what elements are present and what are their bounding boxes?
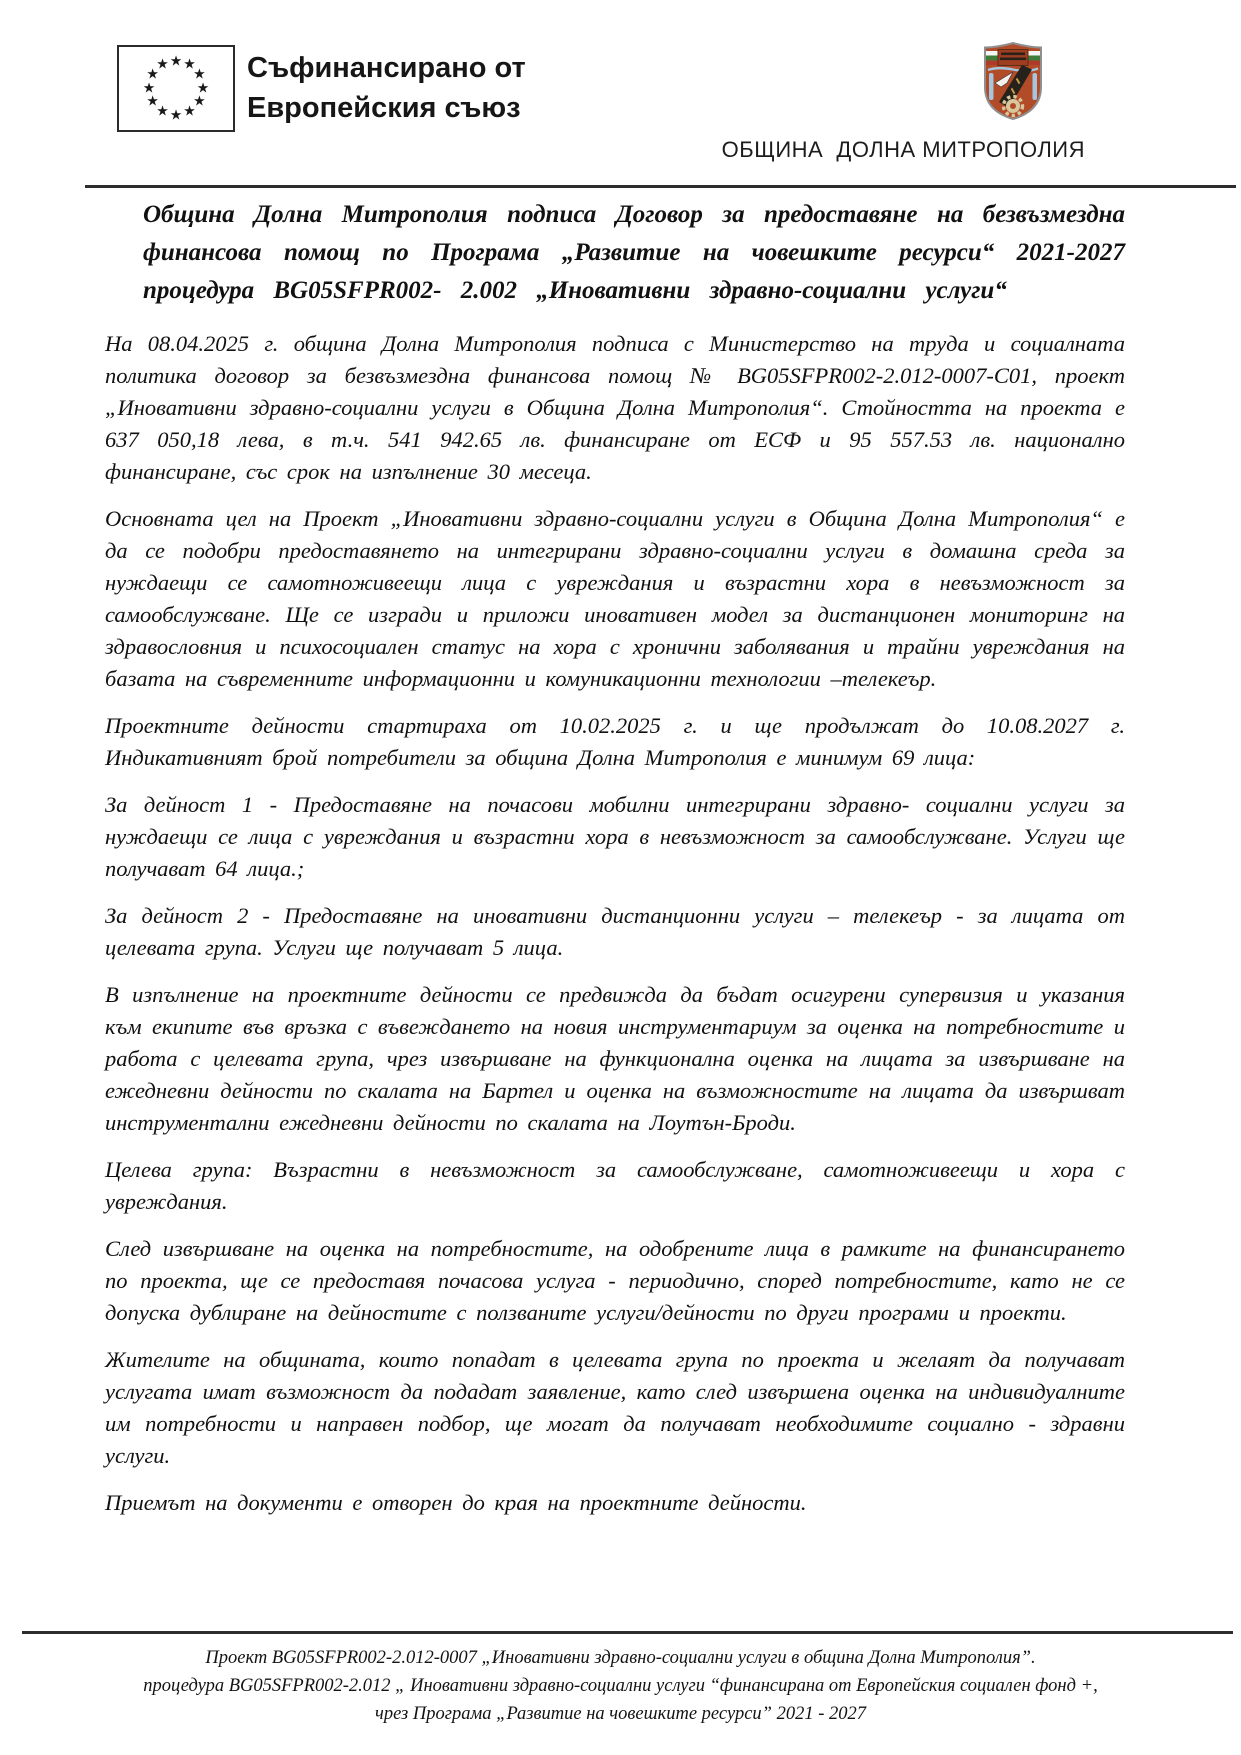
star-icon: ★ — [146, 66, 159, 83]
footer-line: процедура BG05SFPR002-2.012 „ Иновативни здравно-социални услуги “финансирана от Европейския социален фонд +, — [143, 1676, 1098, 1696]
body-paragraph: Проектните дейности стартираха от 10.02.2025 г. и ще продължат до 10.08.2027 г. Индикативният брой потребители за община Долна Митрополия е минимум 69 лица: — [105, 713, 1125, 770]
body-paragraph: След извършване на оценка на потребностите, на одобрените лица в рамките на финансирането по проекта, ще се предоставя почасова услуга - периодично, според потребностите, като не се допуска дублиране на дейностите с ползваните услуги/дейности по други програми и проекти. — [105, 1236, 1125, 1325]
body-paragraph: Целева група: Възрастни в невъзможност за самообслужване, самотноживеещи и хора с увреждания. — [105, 1157, 1125, 1214]
eu-flag-icon — [117, 45, 235, 132]
star-icon: ★ — [196, 79, 210, 96]
cofinancing-line-1: Съфинансирано от — [247, 52, 526, 84]
body-paragraph: Приемът на документи е отворен до края на проектните дейности. — [105, 1490, 807, 1515]
header-divider — [85, 185, 1236, 188]
star-icon: ★ — [193, 93, 206, 110]
body-paragraph: В изпълнение на проектните дейности се предвижда да бъдат осигурени супервизия и указания към екипите във връзка с въвеждането на новия инструментариум за оценка на потребностите и работа с целевата група, чрез извършване на функционална оценка на лицата за извършване на ежедневни дейности по скалата на Бартел и оценка на възможностите на лицата да извършват инструментални ежедневни дейности по скалата на Лоутън-Броди. — [105, 982, 1125, 1135]
star-icon: ★ — [142, 79, 156, 96]
cofinancing-line-2: Европейския съюз — [247, 92, 521, 124]
body-paragraph: За дейност 2 - Предоставяне на иновативни дистанционни услуги – телекеър - за лицата от целевата група. Услуги ще получават 5 лица. — [105, 903, 1125, 960]
star-icon: ★ — [183, 103, 196, 120]
footer-divider — [22, 1631, 1233, 1634]
body-paragraph: На 08.04.2025 г. община Долна Митрополия подписа с Министерство на труда и социалната политика договор за безвъзмездна финансова помощ № BG05SFPR002-2.012-0007-C01, проект „Иновативни здравно-социални услуги в Община Долна Митрополия“. Стойността на проекта е 637 050,18 лева, в т.ч. 541 942.65 лв. финансиране от ЕСФ и 95 557.53 лв. национално финансиране, със срок на изпълнение 30 месеца. — [105, 331, 1125, 484]
body-paragraph: Жителите на общината, които попадат в целевата група по проекта и желаят да получават услугата имат възможност да подадат заявление, като след извършена оценка на индивидуалните им потребности и направен подбор, ще могат да получават необходимите социално - здравни услуги. — [105, 1347, 1125, 1468]
footer-line: Проект BG05SFPR002-2.012-0007 „Иновативни здравно-социални услуги в община Долна Митрополия”. — [205, 1648, 1036, 1668]
star-icon: ★ — [193, 66, 206, 83]
star-icon: ★ — [156, 103, 169, 120]
star-icon: ★ — [156, 56, 169, 73]
cofinancing-text — [247, 48, 526, 128]
footer-line: чрез Програма „Развитие на човешките ресурси” 2021 - 2027 — [375, 1704, 866, 1724]
body-paragraph: Основната цел на Проект „Иновативни здравно-социални услуги в Община Долна Митрополия“ е да се подобри предоставянето на интегрирани здравно-социални услуги в домашна среда за нуждаещи се самотноживеещи лица с увреждания и възрастни хора в невъзможност за самообслужване. Ще се изгради и приложи иновативен модел за дистанционен мониторинг на здравословния и психосоциален статус на хора с хронични заболявания и трайни увреждания на базата на съвременните информационни и комуникационни технологии –телекеър. — [105, 506, 1125, 691]
municipality-emblem — [982, 42, 1044, 120]
page-title: Община Долна Митрополия подписа Договор за предоставяне на безвъзмездна финансова помощ по Програма „Развитие на човешките ресурси“ 2021-2027 процедура BG05SFPR002- 2.002 „Иновативни здравно-социални услуги“ — [143, 201, 1125, 304]
star-icon: ★ — [183, 56, 196, 73]
star-icon: ★ — [169, 52, 183, 69]
body-paragraph: За дейност 1 - Предоставяне на почасови мобилни интегрирани здравно- социални услуги за нуждаещи се лица с увреждания и възрастни хора в невъзможност за самообслужване. Услуги ще получават 64 лица.; — [105, 792, 1125, 881]
document-footer — [80, 1644, 1161, 1728]
document-body — [105, 196, 1125, 1534]
municipality-caption: ОБЩИНА ДОЛНА МИТРОПОЛИЯ — [721, 137, 1085, 162]
star-icon: ★ — [146, 93, 159, 110]
star-icon: ★ — [169, 106, 183, 123]
